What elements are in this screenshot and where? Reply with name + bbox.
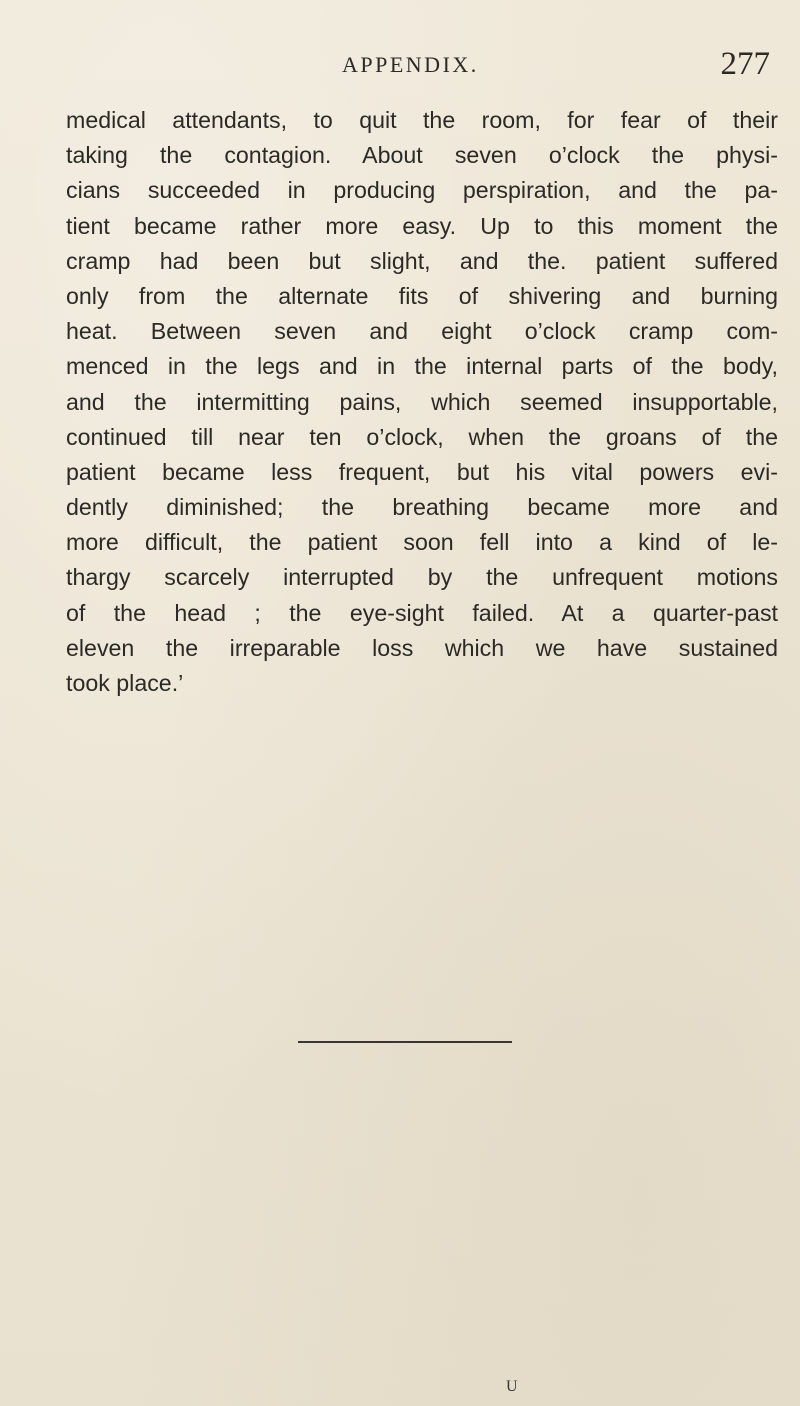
text-line: only from the alternate fits of shivering and burning bbox=[66, 282, 778, 309]
text-line: patient became less frequent, but his vital powers evi- bbox=[66, 458, 778, 485]
body-text bbox=[66, 103, 778, 701]
page-number: 277 bbox=[720, 46, 770, 82]
text-line: of the head ; the eye-sight failed. At a quarter-past bbox=[66, 599, 778, 626]
text-line: continued till near ten o’clock, when the groans of the bbox=[66, 423, 778, 450]
page-header bbox=[0, 46, 800, 86]
text-line: eleven the irreparable loss which we have sustained bbox=[66, 634, 778, 661]
text-line: and the intermitting pains, which seemed insupportable, bbox=[66, 388, 778, 415]
text-line: cians succeeded in producing perspiration, and the pa- bbox=[66, 177, 778, 204]
text-line: menced in the legs and in the internal parts of the body, bbox=[66, 353, 778, 380]
text-line: heat. Between seven and eight o’clock cramp com- bbox=[66, 318, 778, 345]
signature-mark: U bbox=[506, 1378, 518, 1395]
section-rule bbox=[298, 1041, 512, 1043]
text-line: taking the contagion. About seven o’clock the physi- bbox=[66, 142, 778, 169]
text-line: cramp had been but slight, and the. patient suffered bbox=[66, 247, 778, 274]
text-line: thargy scarcely interrupted by the unfrequent motions bbox=[66, 564, 778, 591]
running-head: APPENDIX. bbox=[342, 52, 479, 77]
text-line: medical attendants, to quit the room, for fear of their bbox=[66, 107, 778, 133]
text-line: dently diminished; the breathing became more and bbox=[66, 494, 778, 521]
text-line: tient became rather more easy. Up to this moment the bbox=[66, 212, 778, 239]
text-line: more difficult, the patient soon fell into a kind of le- bbox=[66, 529, 778, 556]
text-line: took place.’ bbox=[66, 670, 184, 696]
